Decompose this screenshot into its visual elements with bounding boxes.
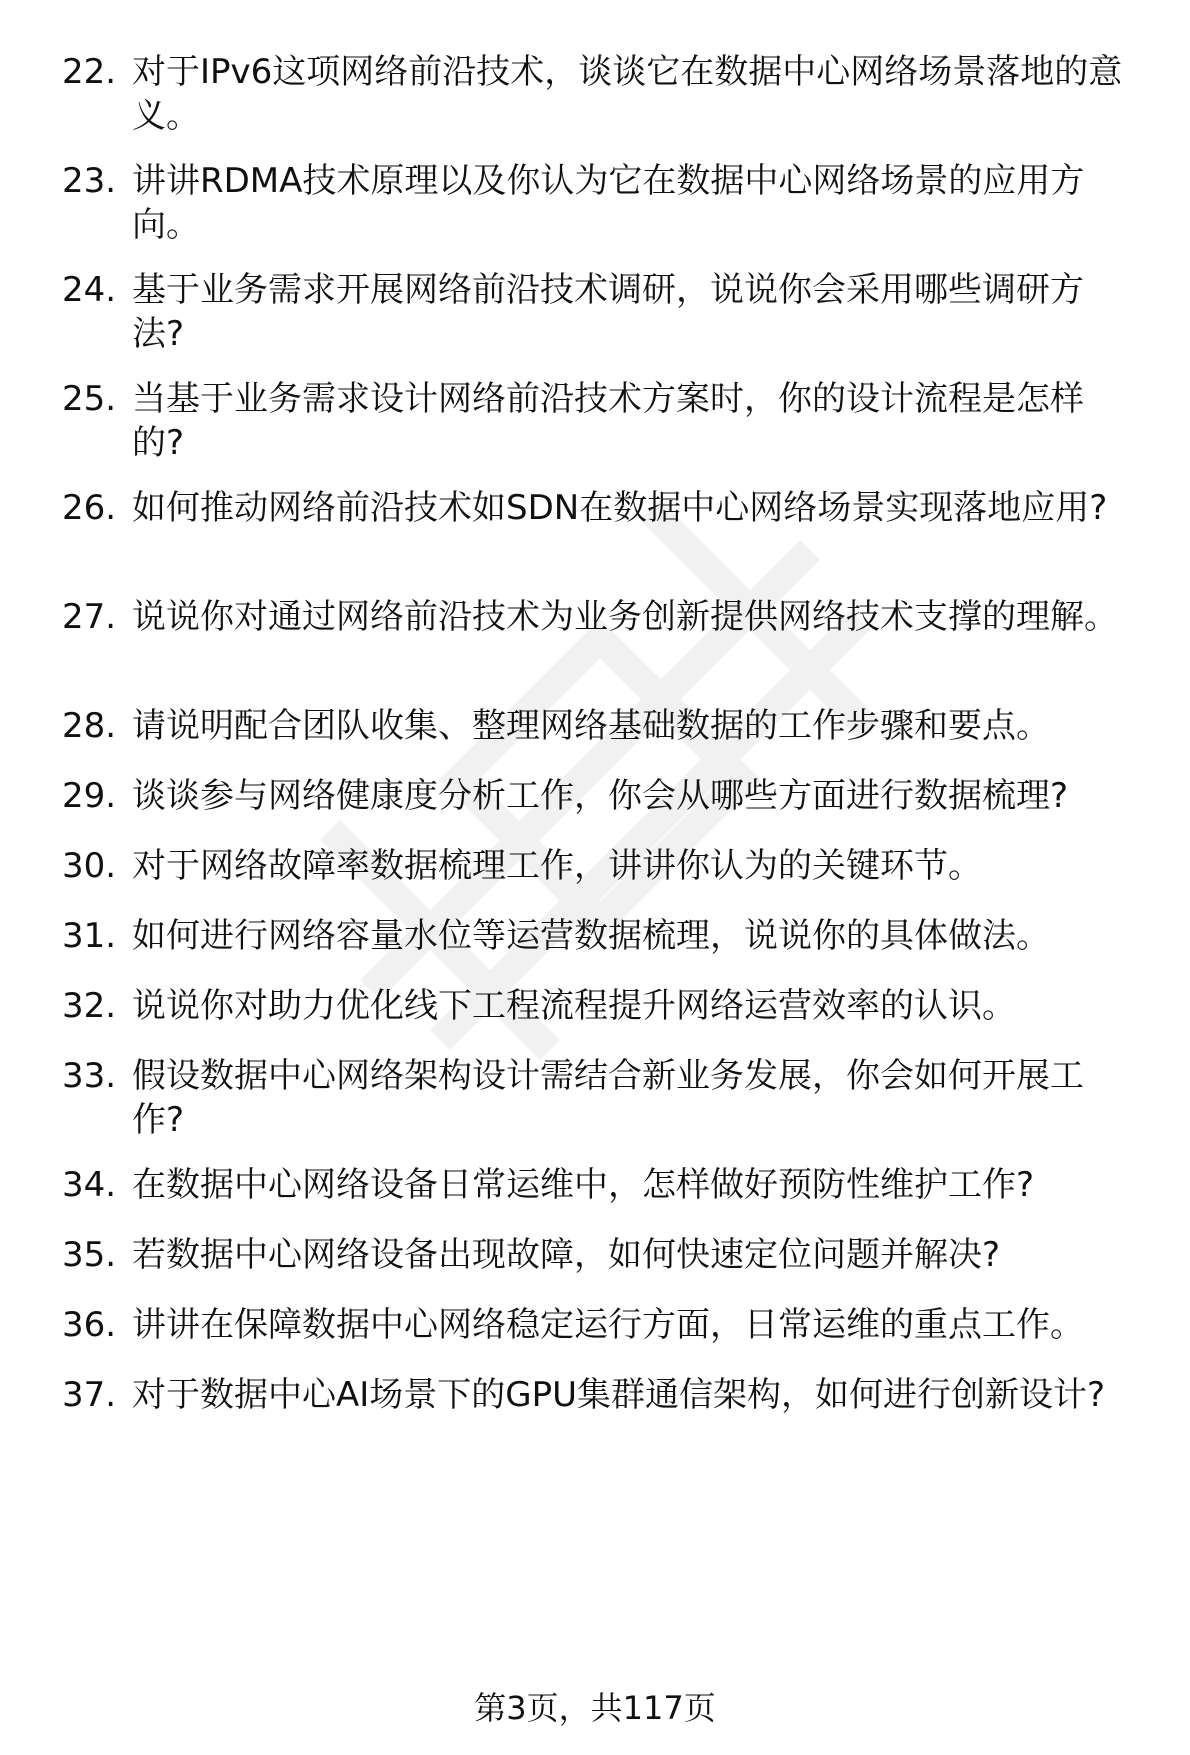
question-item [62, 774, 1162, 818]
question-text: 若数据中心网络设备出现故障，如何快速定位问题并解决? [132, 1235, 1001, 1275]
question-item [62, 704, 1162, 748]
question-text: 如何推动网络前沿技术如SDN在数据中心网络场景实现落地应用? [132, 488, 1108, 528]
question-item [62, 159, 1162, 247]
question-number: 23. [62, 161, 117, 201]
question-number: 31. [62, 916, 117, 956]
question-number: 32. [62, 986, 117, 1026]
question-number: 29. [62, 776, 117, 816]
question-text: 说说你对通过网络前沿技术为业务创新提供网络技术支撑的理解。 [132, 597, 1118, 637]
question-number: 36. [62, 1305, 117, 1345]
question-item [62, 1233, 1162, 1277]
question-text: 对于网络故障率数据梳理工作，讲讲你认为的关键环节。 [132, 846, 982, 886]
question-text: 对于数据中心AI场景下的GPU集群通信架构，如何进行创新设计? [132, 1375, 1106, 1415]
question-item [62, 984, 1162, 1028]
question-number: 34. [62, 1165, 117, 1205]
question-item [62, 377, 1162, 465]
question-item [62, 1373, 1162, 1417]
question-text: 如何进行网络容量水位等运营数据梳理，说说你的具体做法。 [132, 916, 1050, 956]
question-text: 基于业务需求开展网络前沿技术调研，说说你会采用哪些调研方法? [132, 270, 1084, 354]
question-item [62, 486, 1162, 530]
question-item [62, 844, 1162, 888]
question-text: 对于IPv6这项网络前沿技术，谈谈它在数据中心网络场景落地的意义。 [132, 52, 1123, 136]
question-number: 22. [62, 52, 117, 92]
page-footer: 第3页，共117页 [474, 1689, 716, 1727]
question-number: 33. [62, 1056, 117, 1096]
question-number: 27. [62, 597, 117, 637]
question-item [62, 595, 1162, 639]
question-text: 讲讲在保障数据中心网络稳定运行方面，日常运维的重点工作。 [132, 1305, 1084, 1345]
question-item [62, 1303, 1162, 1347]
question-text: 在数据中心网络设备日常运维中，怎样做好预防性维护工作? [132, 1165, 1035, 1205]
question-number: 28. [62, 706, 117, 746]
question-number: 26. [62, 488, 117, 528]
question-number: 30. [62, 846, 117, 886]
question-number: 25. [62, 379, 117, 419]
question-text: 请说明配合团队收集、整理网络基础数据的工作步骤和要点。 [132, 706, 1050, 746]
question-item [62, 914, 1162, 958]
question-number: 24. [62, 270, 117, 310]
question-text: 假设数据中心网络架构设计需结合新业务发展，你会如何开展工作? [132, 1056, 1084, 1140]
question-text: 讲讲RDMA技术原理以及你认为它在数据中心网络场景的应用方向。 [132, 161, 1085, 245]
question-text: 说说你对助力优化线下工程流程提升网络运营效率的认识。 [132, 986, 1016, 1026]
question-item [62, 1163, 1162, 1207]
question-text: 当基于业务需求设计网络前沿技术方案时，你的设计流程是怎样的? [132, 379, 1084, 463]
question-item [62, 268, 1162, 356]
question-number: 37. [62, 1375, 117, 1415]
question-item [62, 1054, 1162, 1142]
question-number: 35. [62, 1235, 117, 1275]
question-item [62, 50, 1162, 138]
question-text: 谈谈参与网络健康度分析工作，你会从哪些方面进行数据梳理? [132, 776, 1069, 816]
